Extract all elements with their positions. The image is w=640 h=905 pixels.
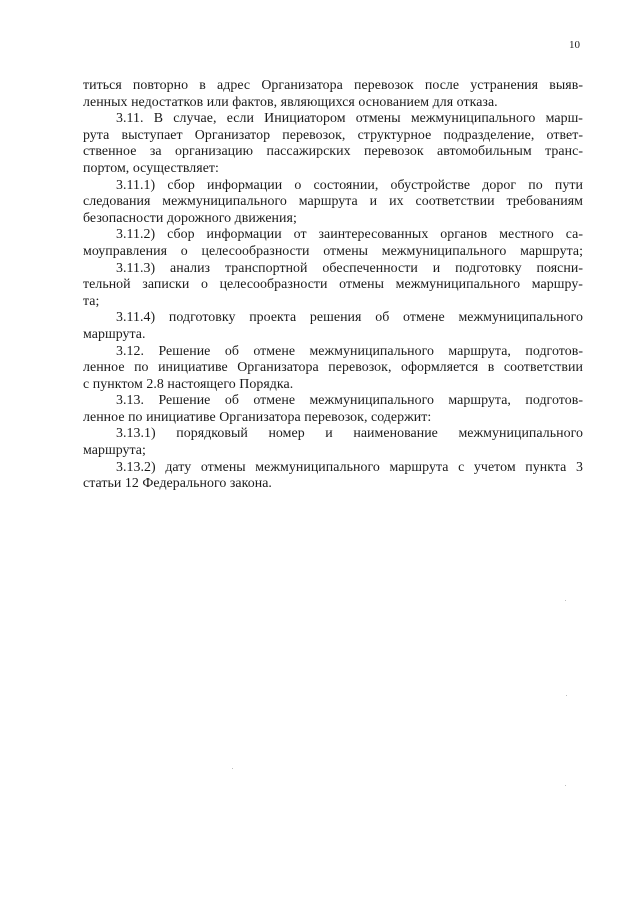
text-line: 3.13.1) порядковый номер и наименование межмуниципального <box>116 426 583 442</box>
text-line: 3.11.4) подготовку проекта решения об отмене межмуниципального <box>116 310 583 326</box>
text-line: статьи 12 Федерального закона. <box>83 476 272 492</box>
text-line: безопасности дорожного движения; <box>83 210 297 226</box>
scan-speck <box>565 785 566 786</box>
text-line: с пунктом 2.8 настоящего Порядка. <box>83 376 294 392</box>
text-line: 3.11.1) сбор информации о состоянии, обустройстве дорог по пути <box>116 177 583 193</box>
scan-speck <box>565 600 566 601</box>
text-line: маршрута; <box>83 443 146 459</box>
text-line: титься повторно в адрес Организатора перевозок после устранения выяв- <box>83 78 583 93</box>
text-line: та; <box>83 293 100 309</box>
scan-speck <box>566 695 567 696</box>
text-line: тельной записки о целесообразности отмены межмуниципального маршру- <box>83 277 583 293</box>
text-line: 3.13. Решение об отмене межмуниципального маршрута, подготов- <box>116 393 583 409</box>
text-line: 3.11.2) сбор информации от заинтересованных органов местного са- <box>116 227 583 243</box>
scan-speck <box>232 768 233 769</box>
text-line: 3.12. Решение об отмене межмуниципального маршрута, подготов- <box>116 343 583 359</box>
text-line: ленное по инициативе Организатора перевозок, оформляется в соответствии <box>83 360 583 376</box>
text-line: рута выступает Организатор перевозок, структурное подразделение, ответ- <box>83 127 583 143</box>
text-line: портом, осуществляет: <box>83 160 219 176</box>
text-line: ленное по инициативе Организатора перевозок, содержит: <box>83 409 432 425</box>
text-line: 3.11.3) анализ транспортной обеспеченности и подготовку поясни- <box>116 260 583 276</box>
text-line: ленных недостатков или фактов, являющихся основанием для отказа. <box>83 94 498 110</box>
page-number: 10 <box>569 39 580 51</box>
text-line: моуправления о целесообразности отмены межмуниципального маршрута; <box>83 243 583 259</box>
text-line: маршрута. <box>83 326 146 342</box>
text-line: 3.11. В случае, если Инициатором отмены межмуниципального марш- <box>116 111 583 127</box>
text-line: 3.13.2) дату отмены межмуниципального маршрута с учетом пункта 3 <box>116 459 583 475</box>
document-body <box>83 78 583 493</box>
text-line: ственное за организацию пассажирских перевозок автомобильным транс- <box>83 144 583 160</box>
text-line: следования межмуниципального маршрута и их соответствии требованиям <box>83 194 583 210</box>
